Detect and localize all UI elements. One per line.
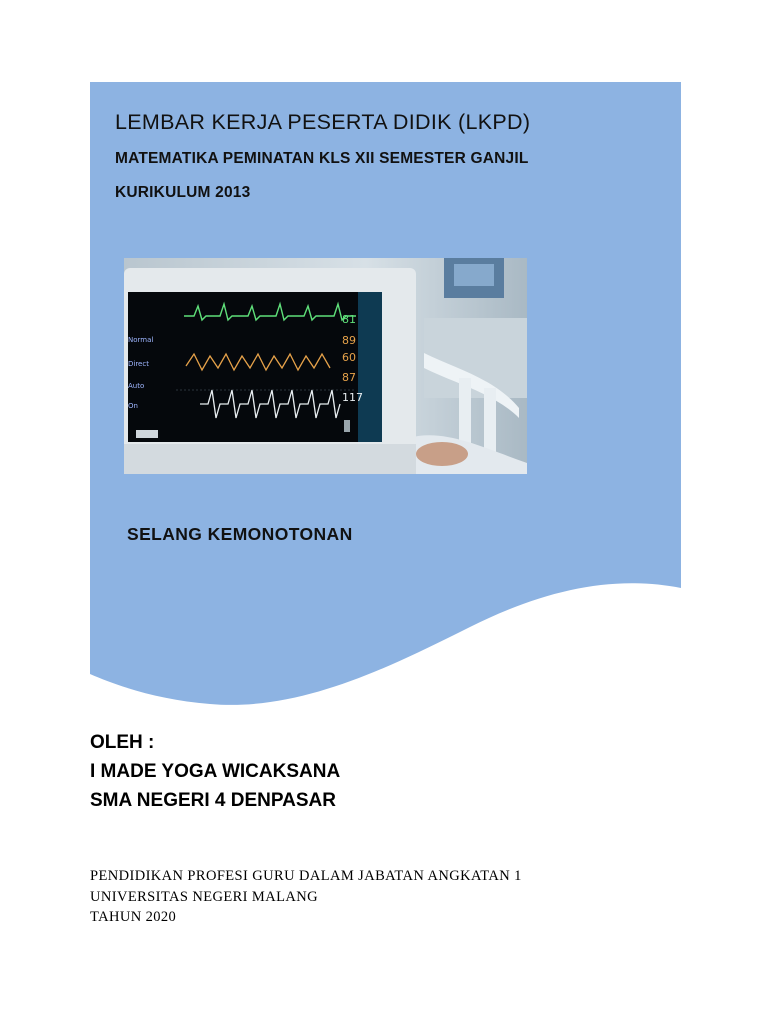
author-school: SMA NEGERI 4 DENPASAR [90, 790, 336, 811]
program-name: PENDIDIKAN PROFESI GURU DALAM JABATAN ANGKATAN 1 [90, 868, 522, 884]
patient-monitor-image [124, 258, 527, 474]
topic-title: SELANG KEMONOTONAN [127, 524, 353, 544]
by-label: OLEH : [90, 732, 155, 753]
curriculum-label: KURIKULUM 2013 [115, 184, 251, 201]
cover-photo [124, 258, 527, 474]
monitor-label-normal: Normal [128, 336, 154, 344]
monitor-label-on: On [128, 402, 138, 410]
monitor-reading: 60 [342, 351, 356, 364]
author-section [90, 728, 340, 815]
monitor-reading: 81 [342, 313, 356, 326]
monitor-reading: 87 [342, 371, 356, 384]
monitor-reading: 117 [342, 391, 363, 404]
cover-panel [90, 82, 681, 706]
footer-section [90, 866, 522, 928]
year-label: TAHUN 2020 [90, 909, 177, 925]
monitor-reading: 89 [342, 334, 356, 347]
document-title: LEMBAR KERJA PESERTA DIDIK (LKPD) [115, 110, 531, 134]
monitor-label-direct: Direct [128, 360, 149, 368]
university-name: UNIVERSITAS NEGERI MALANG [90, 888, 318, 905]
monitor-label-auto: Auto [128, 382, 145, 390]
document-subtitle: MATEMATIKA PEMINATAN KLS XII SEMESTER GANJIL [115, 150, 529, 167]
author-name: I MADE YOGA WICAKSANA [90, 761, 341, 782]
